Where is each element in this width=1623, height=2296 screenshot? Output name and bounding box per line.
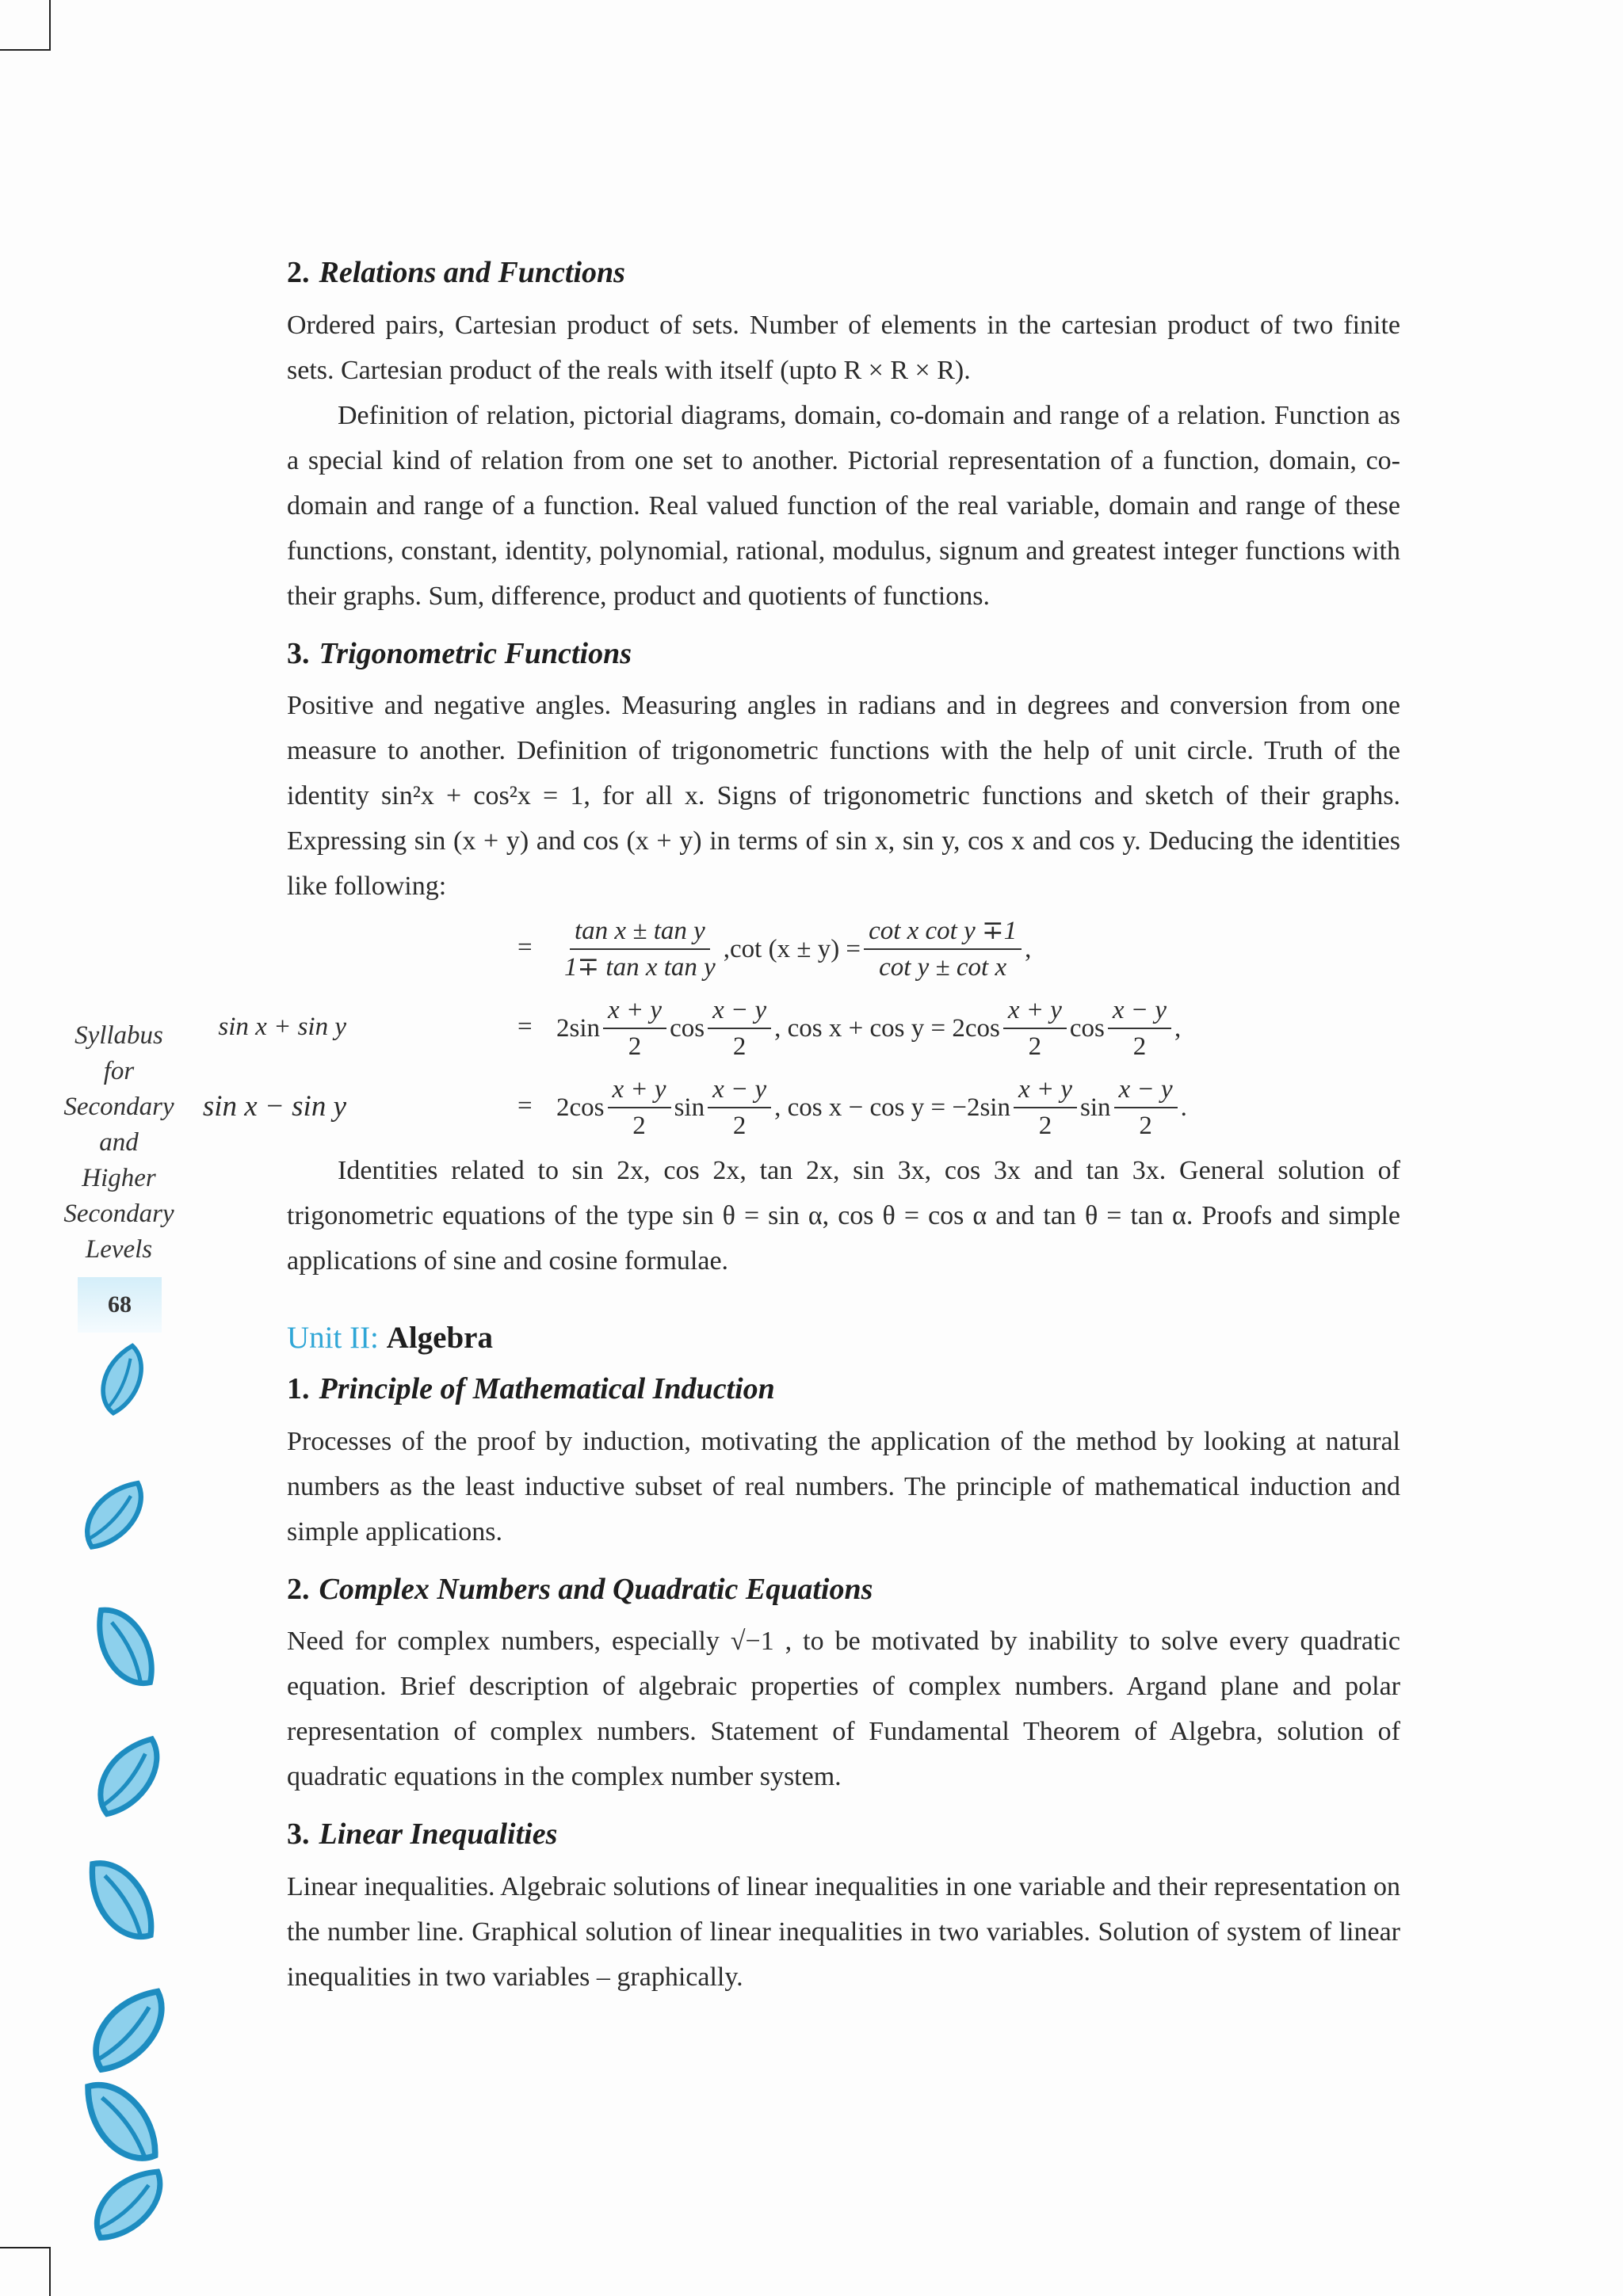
section-complex-numbers — [287, 1572, 1400, 1800]
paragraph: Positive and negative angles. Measuring angles in radians and in degrees and conversion from one measure to another. Definition of trigonometric functions with the help of unit circle. Truth of the identity sin²x + cos²x = 1, for all x. Signs of trigonometric functions and sketch of their graphs. Expressing sin (x + y) and cos (x + y) in terms of sin x, sin y, cos x and cos y. Deducing the identities like following: — [287, 691, 1400, 902]
denominator: 2 — [1028, 1032, 1042, 1062]
denominator: 2 — [628, 1032, 642, 1062]
leaf-icon — [73, 2070, 170, 2173]
formula-lhs: sin x − sin y — [202, 1090, 346, 1123]
leaf-icon — [85, 1599, 165, 1695]
sidebar-line: Syllabus — [74, 1021, 163, 1050]
denominator: 2 — [1139, 1112, 1152, 1141]
margin-sidebar — [48, 1018, 190, 1333]
formula-text: cos — [1069, 1013, 1105, 1043]
section-mathematical-induction — [287, 1371, 1400, 1554]
formula-text: cos — [670, 1013, 705, 1043]
formula-lhs: sin x + sin y — [218, 1013, 346, 1042]
section-trigonometric-functions — [287, 636, 1400, 910]
leaf-icon — [86, 1729, 170, 1824]
numerator: cot x cot y ∓1 — [864, 915, 1022, 950]
fraction — [708, 994, 771, 1062]
formula-text: , cos x + cos y = 2cos — [774, 1013, 1000, 1043]
fraction — [1003, 994, 1067, 1062]
section-heading — [287, 1371, 1400, 1408]
numerator: x − y — [708, 994, 771, 1029]
formula-text: sin — [674, 1093, 705, 1122]
section-linear-inequalities — [287, 1817, 1400, 2000]
leaf-icon — [77, 1850, 165, 1950]
section-heading — [287, 255, 1400, 292]
paragraph: Definition of relation, pictorial diagrams, domain, co-domain and range of a relation. Function as a special kind of relation from one set to another. Pictorial representation of a function, domain, co-domain and range of a function. Real valued function of the real variable, domain and range of these functions, constant, identity, polynomial, rational, modulus, signum and greatest integer functions with their graphs. Sum, difference, product and quotients of functions. — [287, 400, 1400, 611]
formula-text: 2cos — [556, 1093, 605, 1122]
formula-row-tan-cot — [287, 913, 1400, 985]
sidebar-line: Levels — [85, 1235, 153, 1264]
formula-text: ,cot (x ± y) = — [723, 934, 861, 963]
fraction — [708, 1074, 771, 1142]
section-title: Trigonometric Functions — [319, 636, 632, 670]
numerator: x − y — [1108, 994, 1171, 1029]
section-title: Principle of Mathematical Induction — [319, 1371, 775, 1405]
sidebar-line: Secondary — [63, 1093, 174, 1121]
fraction — [608, 1074, 671, 1142]
unit-label: Unit II: — [287, 1321, 379, 1356]
denominator: 1∓ tan x tan y — [564, 953, 716, 982]
numerator: x − y — [1114, 1074, 1178, 1108]
section-heading — [287, 1572, 1400, 1608]
formula-row-sum-to-product — [218, 993, 1400, 1064]
section-number: 2. — [287, 1572, 310, 1606]
leaf-icon — [83, 2159, 174, 2250]
crop-mark — [49, 0, 51, 49]
numerator: x + y — [608, 1074, 671, 1108]
sidebar-line: Higher — [82, 1164, 156, 1192]
numerator: x + y — [1014, 1074, 1077, 1108]
formula-row-difference-to-product — [202, 1072, 1400, 1143]
denominator: 2 — [632, 1112, 646, 1141]
numerator: tan x ± tan y — [570, 915, 710, 950]
section-heading — [287, 1817, 1400, 1853]
paragraph: Identities related to sin 2x, cos 2x, tan 2x, sin 3x, cos 3x and tan 3x. General solution of trigonometric equations of the type sin θ = sin α, cos θ = cos α and tan θ = tan α. Proofs and simple applications of sine and cosine formulae. — [287, 1156, 1400, 1276]
equals-sign: = — [517, 1013, 533, 1042]
fraction — [864, 915, 1022, 983]
section-heading — [287, 636, 1400, 673]
sidebar-line: for — [103, 1057, 135, 1085]
formula-text: . — [1180, 1093, 1187, 1122]
leaf-icon — [95, 1341, 151, 1417]
section-title: Complex Numbers and Quadratic Equations — [319, 1572, 873, 1606]
fraction — [559, 915, 720, 983]
crop-mark — [49, 2248, 51, 2296]
denominator: 2 — [1038, 1112, 1052, 1141]
denominator: 2 — [732, 1032, 747, 1062]
section-relations-functions — [287, 255, 1400, 619]
fraction — [1108, 994, 1171, 1062]
leaf-icon — [81, 1978, 178, 2081]
paragraph: Ordered pairs, Cartesian product of sets. Number of elements in the cartesian product of two finite sets. Cartesian product of the reals with itself (upto R × R × R). — [287, 310, 1400, 385]
denominator: 2 — [732, 1112, 747, 1141]
denominator: cot y ± cot x — [879, 953, 1007, 982]
section-number: 3. — [287, 636, 310, 670]
numerator: x − y — [708, 1074, 771, 1108]
formula-text: , cos x − cos y = −2sin — [774, 1093, 1010, 1122]
numerator: x + y — [1003, 994, 1067, 1029]
leaf-icon — [74, 1473, 154, 1557]
section-title: Relations and Functions — [319, 256, 625, 289]
unit-heading — [287, 1320, 1400, 1357]
fraction — [1114, 1074, 1178, 1142]
decorative-leaves — [48, 1331, 190, 2250]
trig-identities-block — [202, 913, 1400, 1145]
page-content — [202, 255, 1400, 2017]
sidebar-line: Secondary — [63, 1199, 174, 1228]
section-number: 2. — [287, 256, 310, 289]
crop-mark — [0, 49, 51, 51]
paragraph: Processes of the proof by induction, motivating the application of the method by looking at natural numbers as the least inductive subset of real numbers. The principle of mathematical induction and simple applications. — [287, 1426, 1400, 1547]
paragraph: Need for complex numbers, especially √−1 , to be motivated by inability to solve every quadratic equation. Brief description of algebraic properties of complex numbers. Argand plane and polar representation of complex numbers. Statement of Fundamental Theorem of Algebra, solution of quadratic equations in the complex number system. — [287, 1627, 1400, 1792]
formula-text: 2sin — [556, 1013, 601, 1043]
page-number: 68 — [78, 1277, 162, 1333]
crop-mark — [0, 2247, 51, 2248]
fraction — [603, 994, 666, 1062]
unit-title: Algebra — [386, 1321, 493, 1356]
fraction — [1014, 1074, 1077, 1142]
section-number: 3. — [287, 1817, 310, 1852]
equals-sign: = — [517, 1092, 533, 1121]
numerator: x + y — [603, 994, 666, 1029]
equals-sign: = — [517, 933, 533, 963]
denominator: 2 — [1132, 1032, 1147, 1062]
formula-text: , — [1174, 1013, 1182, 1043]
section-title: Linear Inequalities — [319, 1817, 558, 1852]
formula-text: , — [1025, 934, 1032, 963]
paragraph: Linear inequalities. Algebraic solutions of linear inequalities in one variable and their representation on the number line. Graphical solution of linear inequalities in two variables. Solution of system of linear inequalities in two variables – graphically. — [287, 1871, 1400, 1992]
section-number: 1. — [287, 1371, 310, 1405]
sidebar-line: and — [99, 1128, 139, 1157]
formula-text: sin — [1080, 1093, 1111, 1122]
